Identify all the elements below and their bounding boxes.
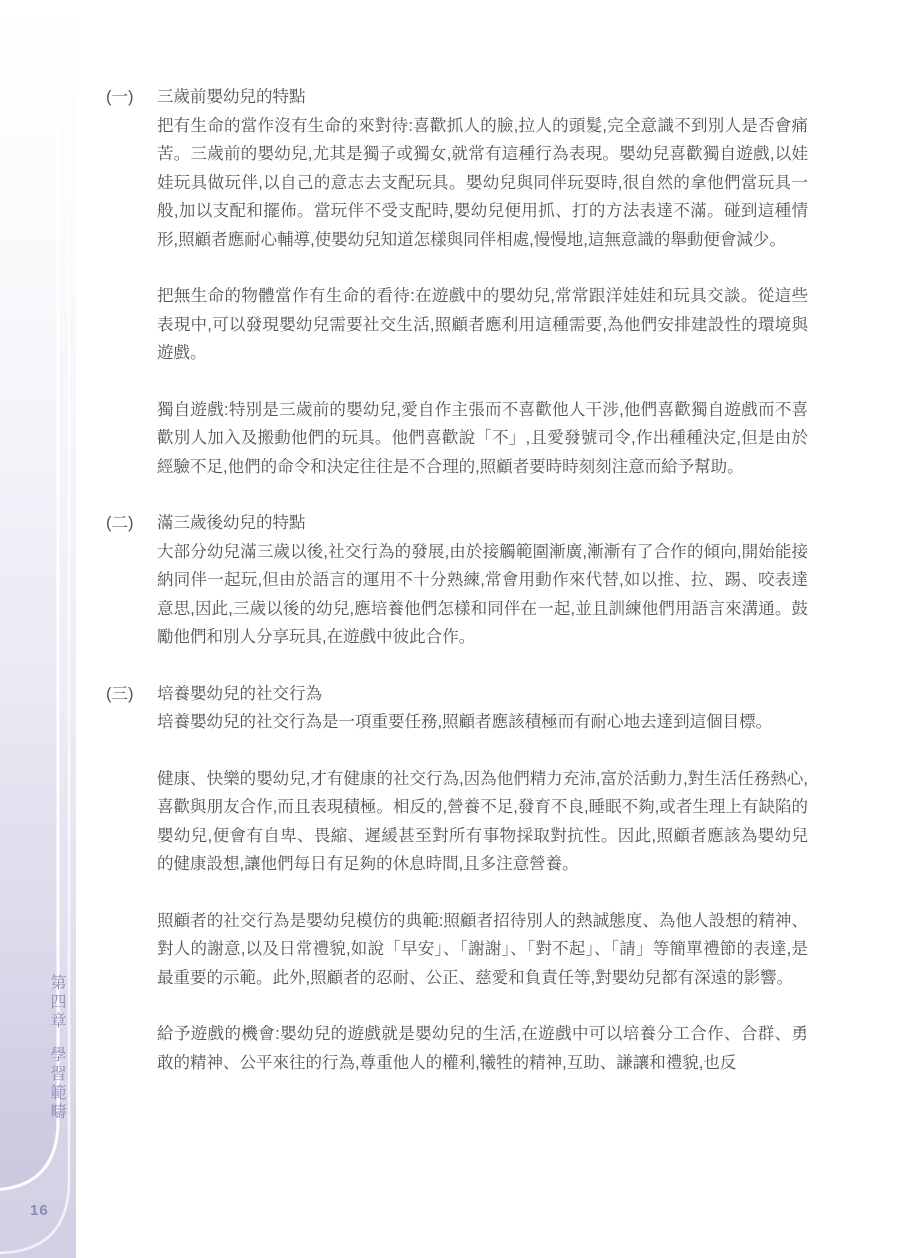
chapter-title-label: 學習範疇 <box>48 1046 65 1122</box>
chapter-sidebar <box>0 0 76 1258</box>
paragraph: 把有生命的當作沒有生命的來對待:喜歡抓人的臉,拉人的頭髮,完全意識不到別人是否會痛苦。三歲前的嬰幼兒,尤其是獨子或獨女,就常有這種行為表現。嬰幼兒喜歡獨自遊戲,以娃娃玩具做玩伴,以自己的意志去支配玩具。嬰幼兒與同伴玩耍時,很自然的拿他們當玩具一般,加以支配和擺佈。當玩伴不受支配時,嬰幼兒便用抓、打的方法表達不滿。碰到這種情形,照顧者應耐心輔導,使嬰幼兒知道怎樣與同伴相處,慢慢地,這無意識的舉動便會減少。 <box>157 116 808 249</box>
section-1 <box>106 83 808 481</box>
section-title: 三歲前嬰幼兒的特點 <box>157 88 306 106</box>
page-number: 16 <box>30 1202 49 1219</box>
section-label: (二) <box>106 514 134 532</box>
paragraph: 培養嬰幼兒的社交行為是一項重要任務,照顧者應該積極而有耐心地去達到這個目標。 <box>157 713 773 731</box>
section-label: (三) <box>106 684 134 703</box>
paragraph: 健康、快樂的嬰幼兒,才有健康的社交行為,因為他們精力充沛,富於活動力,對生活任務熱心,喜歡與朋友合作,而且表現積極。相反的,營養不足,發育不良,睡眠不夠,或者生理上有缺陷的嬰幼兒,便會有自卑、畏縮、遲緩甚至對所有事物採取對抗性。因此,照顧者應該為嬰幼兒的健康設想,讓他們每日有足夠的休息時間,且多注意營養。 <box>157 769 808 873</box>
section-label: (一) <box>106 88 134 106</box>
section-title: 滿三歲後幼兒的特點 <box>157 514 306 532</box>
paragraph: 給予遊戲的機會:嬰幼兒的遊戲就是嬰幼兒的生活,在遊戲中可以培養分工合作、合群、勇敢的精神、公平來往的行為,尊重他人的權利,犧牲的精神,互助、謙讓和禮貌,也反 <box>157 1025 808 1072</box>
section-heading <box>106 680 808 709</box>
section-2 <box>106 509 808 652</box>
paragraph: 獨自遊戲:特別是三歲前的嬰幼兒,愛自作主張而不喜歡他人干涉,他們喜歡獨自遊戲而不喜歡別人加入及搬動他們的玩具。他們喜歡說「不」,且愛發號司令,作出種種決定,但是由於經驗不足,他們的命令和決定往往是不合理的,照顧者要時時刻刻注意而給予幫助。 <box>157 400 808 476</box>
chapter-number-label: 第四章 <box>48 974 65 1031</box>
section-3 <box>106 680 808 1078</box>
paragraph: 照顧者的社交行為是嬰幼兒模仿的典範:照顧者招待別人的熱誠態度、為他人設想的精神、對人的謝意,以及日常禮貌,如說「早安」、「謝謝」、「對不起」、「請」等簡單禮節的表達,是最重要的示範。此外,照顧者的忍耐、公正、慈愛和負責任等,對嬰幼兒都有深遠的影響。 <box>157 911 808 987</box>
section-heading <box>106 509 808 538</box>
section-title: 培養嬰幼兒的社交行為 <box>157 684 322 703</box>
section-heading <box>106 83 808 112</box>
document-body <box>106 83 808 1105</box>
paragraph: 大部分幼兒滿三歲以後,社交行為的發展,由於接觸範圍漸廣,漸漸有了合作的傾向,開始能接納同伴一起玩,但由於語言的運用不十分熟練,常會用動作來代替,如以推、拉、踢、咬表達意思,因此,三歲以後的幼兒,應培養他們怎樣和同伴在一起,並且訓練他們用語言來溝通。鼓勵他們和別人分享玩具,在遊戲中彼此合作。 <box>157 542 808 646</box>
paragraph: 把無生命的物體當作有生命的看待:在遊戲中的嬰幼兒,常常跟洋娃娃和玩具交談。從這些表現中,可以發現嬰幼兒需要社交生活,照顧者應利用這種需要,為他們安排建設性的環境與遊戲。 <box>157 287 808 362</box>
